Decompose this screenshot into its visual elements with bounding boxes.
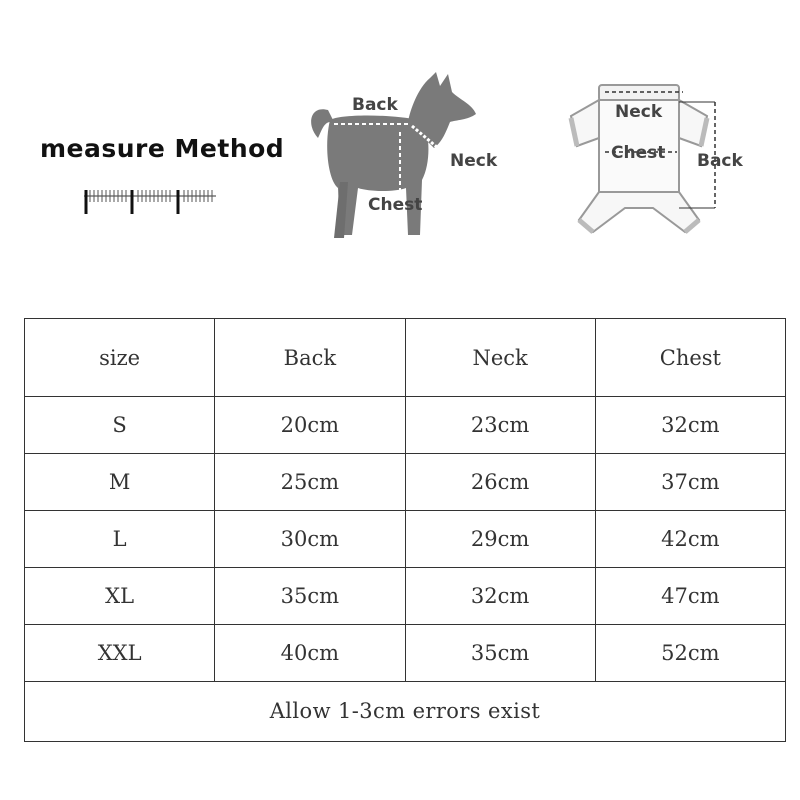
chest-cell: 42cm [595, 511, 785, 568]
dog-silhouette-icon [300, 70, 520, 250]
neck-cell: 35cm [405, 625, 595, 682]
shirt-back-label: Back [697, 151, 743, 171]
shirt-neck-label: Neck [615, 102, 663, 122]
size-cell: L [25, 511, 215, 568]
column-header-size: size [25, 319, 215, 397]
measure-method-title: measure Method [40, 134, 285, 163]
size-cell: XXL [25, 625, 215, 682]
table-row [25, 568, 786, 625]
column-header-chest: Chest [595, 319, 785, 397]
size-table [24, 318, 786, 742]
back-cell: 20cm [215, 397, 405, 454]
neck-cell: 32cm [405, 568, 595, 625]
chest-cell: 32cm [595, 397, 785, 454]
chest-cell: 47cm [595, 568, 785, 625]
table-header-row [25, 319, 786, 397]
dog-back-label: Back [352, 95, 398, 115]
back-cell: 30cm [215, 511, 405, 568]
size-cell: M [25, 454, 215, 511]
column-header-neck: Neck [405, 319, 595, 397]
neck-cell: 29cm [405, 511, 595, 568]
dog-neck-label: Neck [450, 151, 498, 171]
back-cell: 25cm [215, 454, 405, 511]
table-row [25, 511, 786, 568]
column-header-back: Back [215, 319, 405, 397]
shirt-chest-label: Chest [611, 143, 666, 163]
table-row [25, 625, 786, 682]
chest-cell: 37cm [595, 454, 785, 511]
table-row [25, 397, 786, 454]
table-row [25, 454, 786, 511]
dog-chest-label: Chest [368, 195, 423, 215]
back-cell: 40cm [215, 625, 405, 682]
chest-cell: 52cm [595, 625, 785, 682]
size-cell: XL [25, 568, 215, 625]
table-note-row [25, 681, 786, 741]
ruler-icon [80, 186, 220, 216]
neck-cell: 26cm [405, 454, 595, 511]
size-cell: S [25, 397, 215, 454]
tolerance-note: Allow 1-3cm errors exist [25, 681, 786, 741]
neck-cell: 23cm [405, 397, 595, 454]
back-cell: 35cm [215, 568, 405, 625]
pet-shirt-icon [565, 80, 765, 250]
